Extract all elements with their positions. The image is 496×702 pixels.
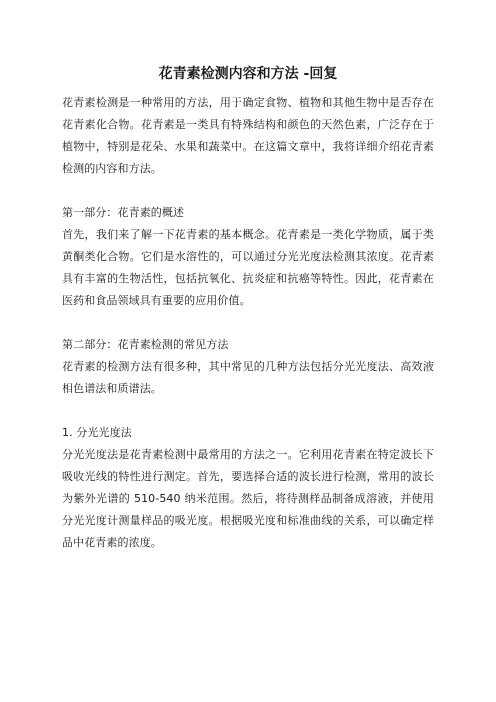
paragraph-spacer — [62, 400, 434, 422]
intro-paragraph: 花青素检测是一种常用的方法，用于确定食物、植物和其他生物中是否存在花青素化合物。花青素是一类具有特殊结构和颜色的天然色素，广泛存在于植物中，特别是花朵、水果和蔬菜中。在这篇文章中，我将详细介绍花青素检测的内容和方法。 — [62, 96, 434, 175]
part2-heading: 第二部分：花青素检测的常见方法 — [62, 338, 229, 351]
part1-paragraph: 首先，我们来了解一下花青素的基本概念。花青素是一类化学物质，属于类黄酮类化合物。它们是水溶性的，可以通过分光光度法检测其浓度。花青素具有丰富的生物活性，包括抗氧化、抗炎症和抗癌等特性。因此，花青素在医药和食品领域具有重要的应用价值。 — [62, 228, 434, 307]
paragraph-spacer — [62, 180, 434, 202]
paragraph-spacer — [62, 312, 434, 334]
method1-heading: 1. 分光光度法 — [62, 426, 132, 439]
document-body — [62, 92, 434, 554]
part1-heading: 第一部分：花青素的概述 — [62, 206, 185, 219]
part2-paragraph: 花青素的检测方法有很多种，其中常见的几种方法包括分光光度法、高效液相色谱法和质谱法。 — [62, 360, 434, 395]
method1-paragraph: 分光光度法是花青素检测中最常用的方法之一。它利用花青素在特定波长下吸收光线的特性进行测定。首先，要选择合适的波长进行检测，常用的波长为紫外光谱的 510-540 纳米范围。然后，将待测样品制备成溶液，并使用分光光度计测量样品的吸光度。根据吸光度和标准曲线的关系，可以确定样品中花青素的浓度。 — [62, 448, 434, 549]
document-title: 花青素检测内容和方法 -回复 — [158, 66, 338, 82]
